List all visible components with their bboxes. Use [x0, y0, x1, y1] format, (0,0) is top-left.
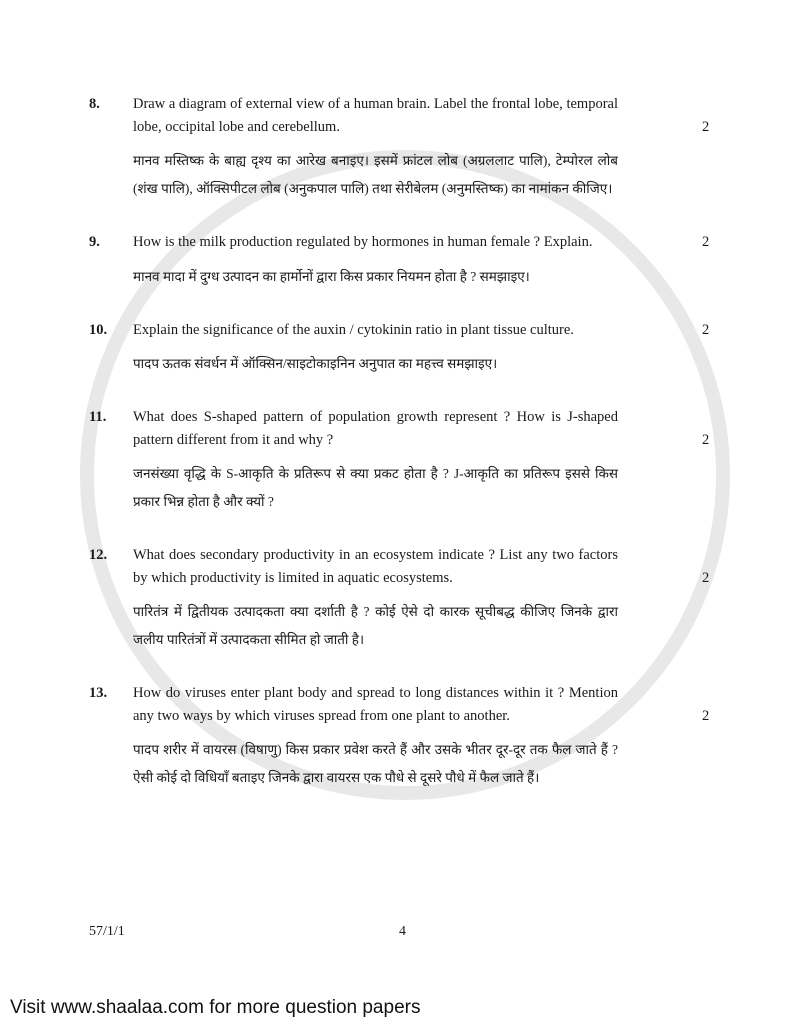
question-english: What does secondary productivity in an ecosystem indicate ? List any two factors by which productivity is limited in aquatic ecosystems. [133, 547, 618, 586]
question-hindi: मानव मस्तिष्क के बाह्य दृश्य का आरेख बनाइए। इसमें फ्रांटल लोब (अग्रललाट पालि), टेम्पोरल लोब (शंख पालि), ऑक्सिपीटल लोब (अनुकपाल पालि) तथा सेरीबेलम (अनुमस्तिष्क) का नामांकन कीजिए। [133, 153, 618, 196]
question-number: 11. [89, 409, 107, 425]
question-8 [0, 93, 800, 203]
question-9 [0, 231, 800, 291]
question-marks: 2 [702, 321, 710, 338]
paper-code: 57/1/1 [89, 924, 125, 939]
question-hindi: पारितंत्र में द्वितीयक उत्पादकता क्या दर्शाती है ? कोई ऐसे दो कारक सूचीबद्ध कीजिए जिनके द्वारा जलीय पारितंत्रों में उत्पादकता सीमित हो जाती है। [133, 604, 618, 647]
page-footer [0, 921, 800, 943]
question-hindi: जनसंख्या वृद्धि के S-आकृति के प्रतिरूप से क्या प्रकट होता है ? J-आकृति का प्रतिरूप इससे किस प्रकार भिन्न होता है और क्यों ? [133, 466, 618, 509]
question-english: How do viruses enter plant body and spread to long distances within it ? Mention any two ways by which viruses spread from one plant to another. [133, 685, 618, 724]
question-english: What does S-shaped pattern of population growth represent ? How is J-shaped pattern different from it and why ? [133, 409, 618, 448]
question-number: 13. [89, 685, 108, 701]
question-list [0, 93, 800, 921]
question-marks: 2 [702, 431, 710, 448]
question-13 [0, 682, 800, 792]
page-number: 4 [399, 924, 406, 939]
question-english: Draw a diagram of external view of a human brain. Label the frontal lobe, temporal lobe, occipital lobe and cerebellum. [133, 96, 618, 135]
question-number: 8. [89, 96, 100, 112]
question-marks: 2 [702, 118, 710, 135]
question-hindi: पादप ऊतक संवर्धन में ऑक्सिन/साइटोकाइनिन अनुपात का महत्त्व समझाइए। [133, 356, 498, 371]
question-number: 9. [89, 234, 100, 250]
question-11 [0, 406, 800, 516]
question-number: 10. [89, 321, 108, 338]
question-marks: 2 [702, 707, 710, 724]
question-12 [0, 544, 800, 654]
question-marks: 2 [702, 234, 710, 250]
question-marks: 2 [702, 569, 710, 586]
question-number: 12. [89, 547, 108, 563]
question-hindi: मानव मादा में दुग्ध उत्पादन का हार्मोनों द्वारा किस प्रकार नियमन होता है ? समझाइए। [133, 268, 530, 284]
shaalaa-banner[interactable]: Visit www.shaalaa.com for more question papers [10, 997, 421, 1018]
question-english: How is the milk production regulated by hormones in human female ? Explain. [133, 234, 593, 250]
question-10 [0, 319, 800, 379]
question-english: Explain the significance of the auxin / cytokinin ratio in plant tissue culture. [133, 321, 574, 338]
question-hindi: पादप शरीर में वायरस (विषाणु) किस प्रकार प्रवेश करते हैं और उसके भीतर दूर-दूर तक फैल जाते हैं ? ऐसी कोई दो विधियाँ बताइए जिनके द्वारा वायरस एक पौधे से दूसरे पौधे में फैल जाते हैं। [133, 742, 618, 785]
